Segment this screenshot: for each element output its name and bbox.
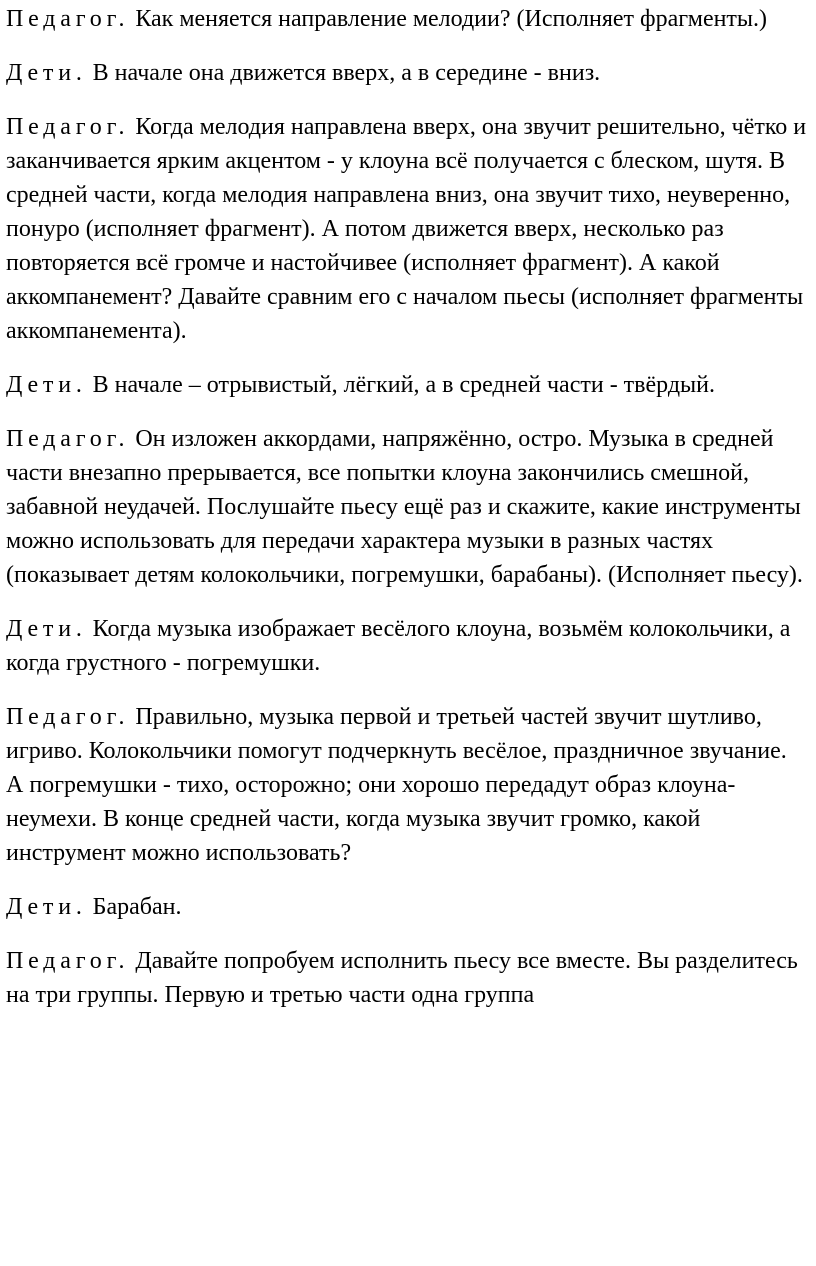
speaker-label: Педагог. [6,426,130,452]
speaker-label: Педагог. [6,948,130,974]
speaker-label: Педагог. [6,6,130,32]
paragraph-text: Барабан. [86,894,182,920]
speaker-label: Дети. [6,60,87,86]
speaker-label: Дети. [6,372,87,398]
paragraph-5 [6,422,808,592]
paragraph-text: Когда музыка изображает весёлого клоуна, возьмём колокольчики, а когда грустного - погремушки. [6,616,791,676]
paragraph-2 [6,56,808,90]
paragraph-text: В начале – отрывистый, лёгкий, а в средней части - твёрдый. [86,372,716,398]
paragraph-text: Он изложен аккордами, напряжённо, остро. Музыка в средней части внезапно прерывается, все попытки клоуна закончились смешной, забавной неудачей. Послушайте пьесу ещё раз и скажите, какие инструменты можно использовать для передачи характера музыки в разных частях (показывает детям колокольчики, погремушки, барабаны). (Исполняет пьесу). [6,426,803,588]
paragraph-text: Давайте попробуем исполнить пьесу все вместе. Вы разделитесь на три группы. Первую и третью части одна группа [6,948,798,1008]
paragraph-3 [6,110,808,348]
paragraph-text: Как меняется направление мелодии? (Исполняет фрагменты.) [129,6,768,32]
speaker-label: Дети. [6,894,87,920]
speaker-label: Педагог. [6,704,130,730]
paragraph-1 [6,2,808,36]
paragraph-6 [6,612,808,680]
speaker-label: Педагог. [6,114,130,140]
paragraph-7 [6,700,808,870]
paragraph-text: Правильно, музыка первой и третьей частей звучит шутливо, игриво. Колокольчики помогут подчеркнуть весёлое, праздничное звучание. А погремушки - тихо, осторожно; они хорошо передадут образ клоуна-неумехи. В конце средней части, когда музыка звучит громко, какой инструмент можно использовать? [6,704,787,866]
paragraph-text: Когда мелодия направлена вверх, она звучит решительно, чётко и заканчивается ярким акцентом - у клоуна всё получается с блеском, шутя. В средней части, когда мелодия направлена вниз, она звучит тихо, неуверенно, понуро (исполняет фрагмент). А потом движется вверх, несколько раз повторяется всё громче и настойчивее (исполняет фрагмент). А какой аккомпанемент? Давайте сравним его с началом пьесы (исполняет фрагменты аккомпанемента). [6,114,807,344]
paragraph-4 [6,368,808,402]
paragraph-text: В начале она движется вверх, а в середине - вниз. [86,60,601,86]
paragraph-8 [6,890,808,924]
paragraph-9 [6,944,808,1012]
speaker-label: Дети. [6,616,87,642]
